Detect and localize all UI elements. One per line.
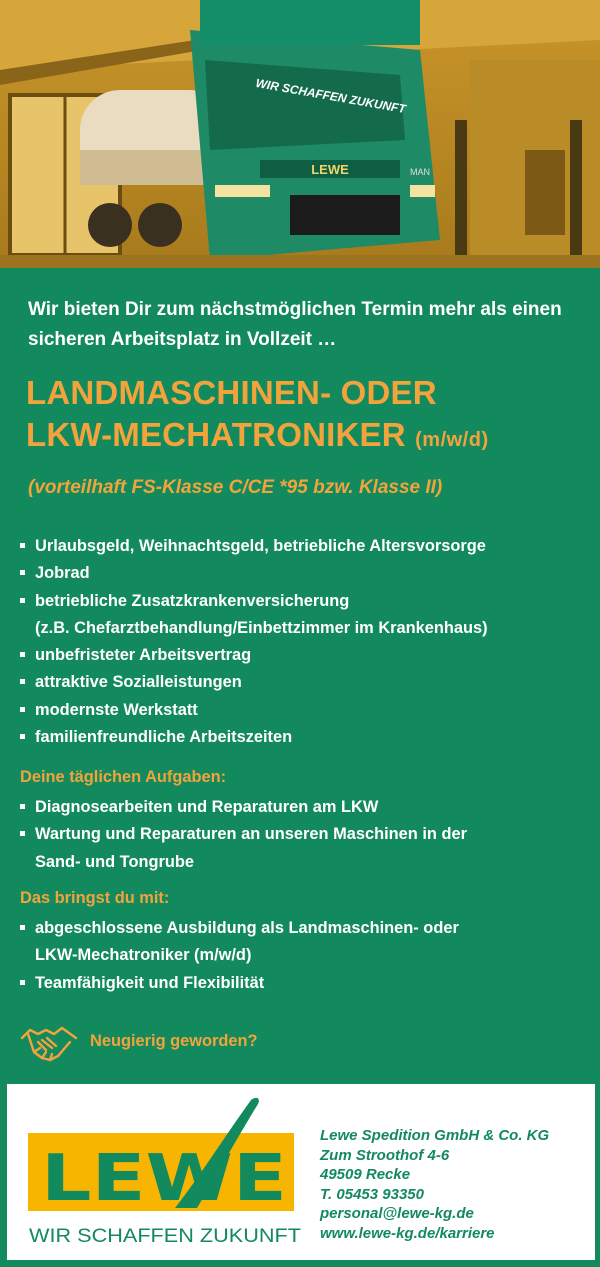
job-title — [26, 372, 596, 461]
bullet-icon — [20, 543, 25, 548]
list-item: Urlaubsgeld, Weihnachtsgeld, betriebliche Altersvorsorge — [20, 533, 590, 560]
requirements-list — [20, 915, 590, 997]
gender-note: (m/w/d) — [415, 429, 489, 451]
truck-make-text: MAN — [410, 167, 430, 177]
hero-image — [0, 0, 600, 268]
job-title-line2: LKW-MECHATRONIKER — [26, 416, 406, 453]
list-item: Wartung und Reparaturen an unseren Maschinen in der Sand- und Tongrube — [20, 821, 590, 876]
city-address: 49509 Recke — [320, 1166, 411, 1183]
license-note: (vorteilhaft FS-Klasse C/CE *95 bzw. Klasse II) — [28, 477, 443, 498]
logo-slogan-text: WIR SCHAFFEN ZUKUNFT — [29, 1225, 302, 1247]
bullet-icon — [20, 734, 25, 739]
logo-brand-text: LEWE — [41, 1142, 287, 1216]
list-item: Diagnosearbeiten und Reparaturen am LKW — [20, 794, 590, 821]
phone-number: T. 05453 93350 — [320, 1185, 424, 1203]
cta-text: Neugierig geworden? — [90, 1032, 258, 1050]
benefits-list — [20, 533, 590, 751]
bullet-icon — [20, 707, 25, 712]
list-item: betriebliche Zusatzkrankenversicherung (z.B. Chefarztbehandlung/Einbettzimmer im Krankenhaus) — [20, 588, 590, 643]
tasks-heading: Deine täglichen Aufgaben: — [20, 768, 227, 786]
truck-slogan-text: WIR SCHAFFEN ZUKUNFT — [254, 75, 407, 117]
footer-panel — [7, 1084, 595, 1260]
bullet-icon — [20, 652, 25, 657]
handshake-icon — [20, 1018, 78, 1066]
list-item: abgeschlossene Ausbildung als Landmaschinen- oder LKW-Mechatroniker (m/w/d) — [20, 915, 590, 970]
bullet-icon — [20, 570, 25, 575]
bullet-icon — [20, 925, 25, 930]
bullet-icon — [20, 804, 25, 809]
requirements-heading: Das bringst du mit: — [20, 889, 170, 907]
tasks-list — [20, 794, 590, 876]
lewe-logo — [25, 1096, 305, 1251]
list-item: unbefristeter Arbeitsvertrag — [20, 642, 590, 669]
bullet-icon — [20, 598, 25, 603]
email-link[interactable]: personal@lewe-kg.de — [320, 1205, 474, 1222]
truck-brand-text: LEWE — [311, 162, 349, 177]
intro-text: Wir bieten Dir zum nächstmöglichen Termin mehr als einen sicheren Arbeitsplatz in Vollzeit … — [28, 299, 562, 350]
workshop-truck-illustration — [0, 0, 600, 268]
contact-block — [320, 1126, 595, 1243]
job-title-line1: LANDMASCHINEN- ODER — [26, 374, 437, 411]
street-address: Zum Stroothof 4-6 — [320, 1146, 450, 1164]
bullet-icon — [20, 679, 25, 684]
company-name: Lewe Spedition GmbH & Co. KG — [320, 1127, 550, 1144]
list-item: Jobrad — [20, 560, 590, 587]
call-to-action — [20, 1018, 420, 1068]
list-item: attraktive Sozialleistungen — [20, 669, 590, 696]
bullet-icon — [20, 980, 25, 985]
list-item: modernste Werkstatt — [20, 697, 590, 724]
website-link[interactable]: www.lewe-kg.de/karriere — [320, 1224, 495, 1242]
list-item: familienfreundliche Arbeitszeiten — [20, 724, 590, 751]
list-item: Teamfähigkeit und Flexibilität — [20, 970, 590, 997]
bullet-icon — [20, 831, 25, 836]
